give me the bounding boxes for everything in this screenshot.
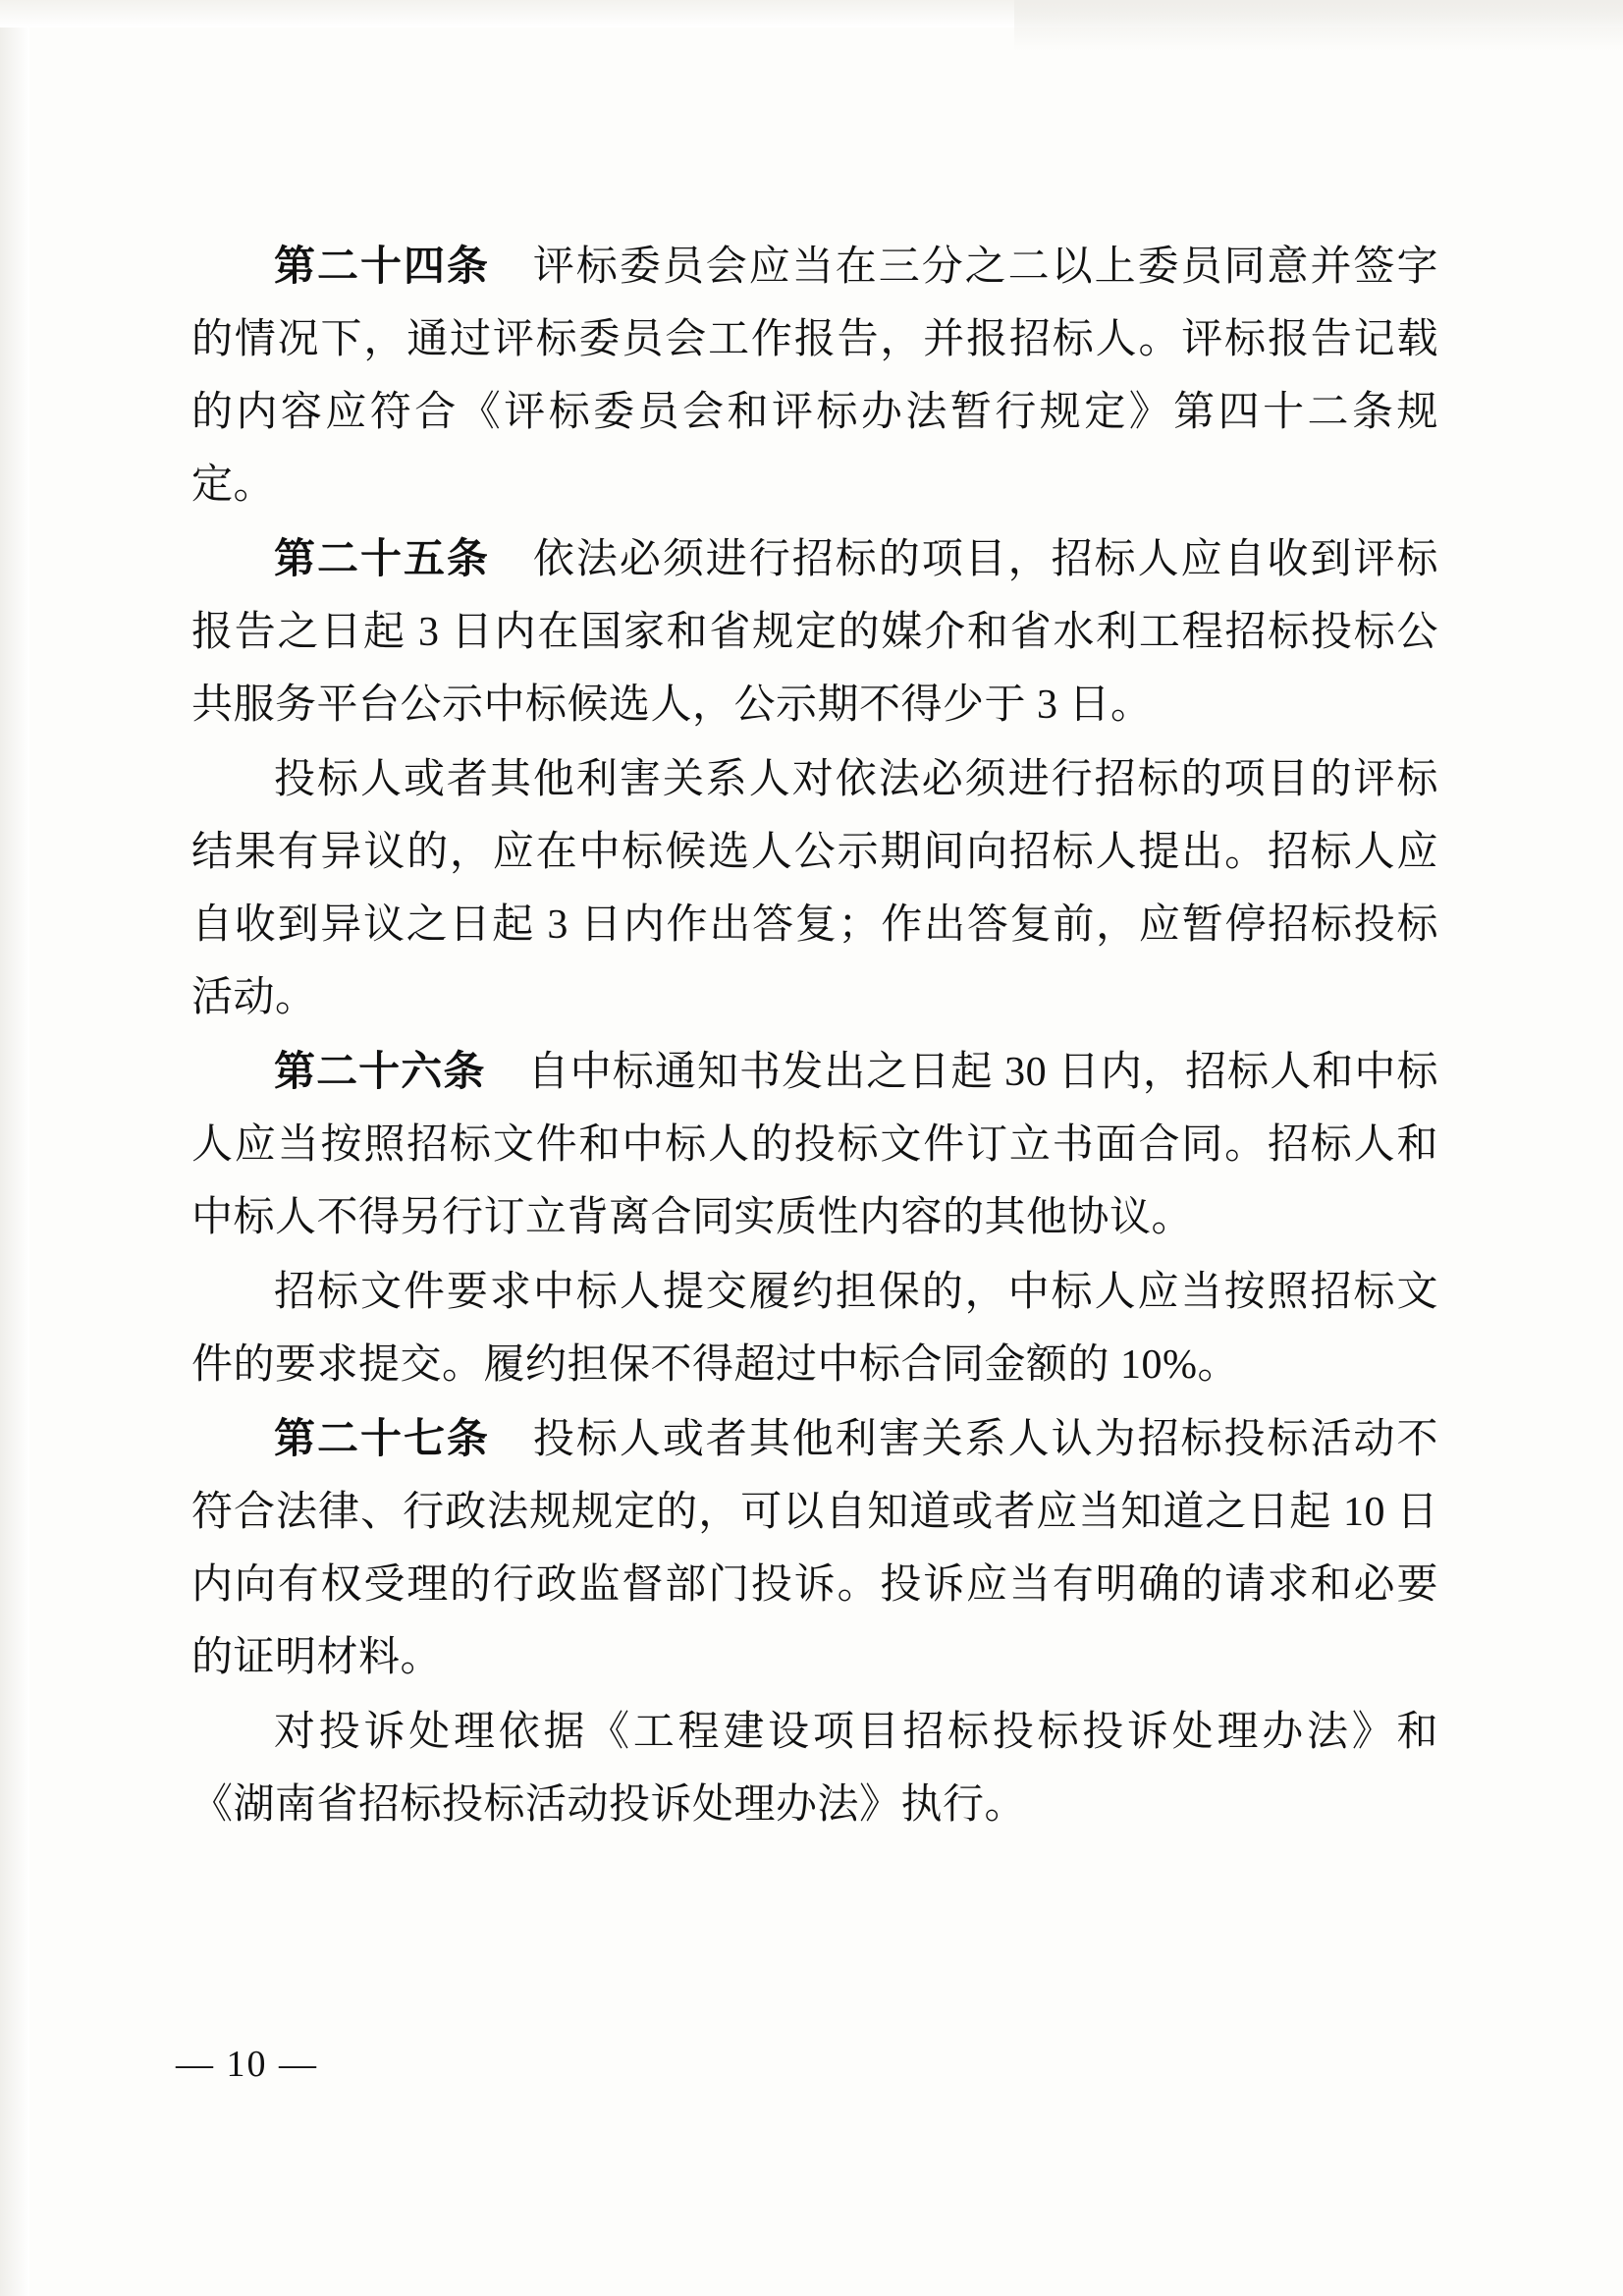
scan-edge-shading-top-right bbox=[1014, 0, 1623, 51]
article-label-25: 第二十五条 bbox=[274, 537, 490, 582]
scan-edge-shading-top bbox=[0, 0, 1623, 27]
article-label-26: 第二十六条 bbox=[274, 1050, 486, 1095]
paragraph-article-27 bbox=[191, 1403, 1438, 1694]
paragraph-article-25 bbox=[191, 523, 1438, 741]
article-label-24: 第二十四条 bbox=[274, 245, 490, 290]
paragraph-article-27-continued bbox=[191, 1696, 1438, 1841]
article-text-27: 投标人或者其他利害关系人认为招标投标活动不符合法律、行政法规规定的，可以自知道或者应当知道之日起 10 日内向有权受理的行政监督部门投诉。投诉应当有明确的请求和必要的证明材料。 bbox=[191, 1417, 1438, 1680]
article-text-27-p2: 对投诉处理依据《工程建设项目招标投标投诉处理办法》和《湖南省招标投标活动投诉处理办法》执行。 bbox=[191, 1710, 1438, 1828]
page-number: — 10 — bbox=[176, 2044, 318, 2085]
article-text-25: 依法必须进行招标的项目，招标人应自收到评标报告之日起 3 日内在国家和省规定的媒介和省水利工程招标投标公共服务平台公示中标候选人，公示期不得少于 3 日。 bbox=[191, 537, 1438, 728]
article-text-24: 评标委员会应当在三分之二以上委员同意并签字的情况下，通过评标委员会工作报告，并报招标人。评标报告记载的内容应符合《评标委员会和评标办法暂行规定》第四十二条规定。 bbox=[191, 245, 1438, 508]
paragraph-article-26-continued bbox=[191, 1256, 1438, 1401]
paragraph-article-25-continued bbox=[191, 743, 1438, 1034]
paragraph-article-24 bbox=[191, 231, 1438, 521]
document-body bbox=[191, 231, 1438, 1843]
page-footer bbox=[0, 2043, 1623, 2086]
paragraph-article-26 bbox=[191, 1036, 1438, 1254]
scan-edge-shading-left bbox=[0, 0, 29, 2296]
article-text-26: 自中标通知书发出之日起 30 日内，招标人和中标人应当按照招标文件和中标人的投标文件订立书面合同。招标人和中标人不得另行订立背离合同实质性内容的其他协议。 bbox=[191, 1050, 1438, 1240]
article-text-26-p2: 招标文件要求中标人提交履约担保的，中标人应当按照招标文件的要求提交。履约担保不得超过中标合同金额的 10%。 bbox=[191, 1270, 1438, 1388]
article-text-25-p2: 投标人或者其他利害关系人对依法必须进行招标的项目的评标结果有异议的，应在中标候选人公示期间向招标人提出。招标人应自收到异议之日起 3 日内作出答复；作出答复前，应暂停招标投标活动。 bbox=[191, 757, 1438, 1020]
article-label-27: 第二十七条 bbox=[274, 1417, 490, 1462]
